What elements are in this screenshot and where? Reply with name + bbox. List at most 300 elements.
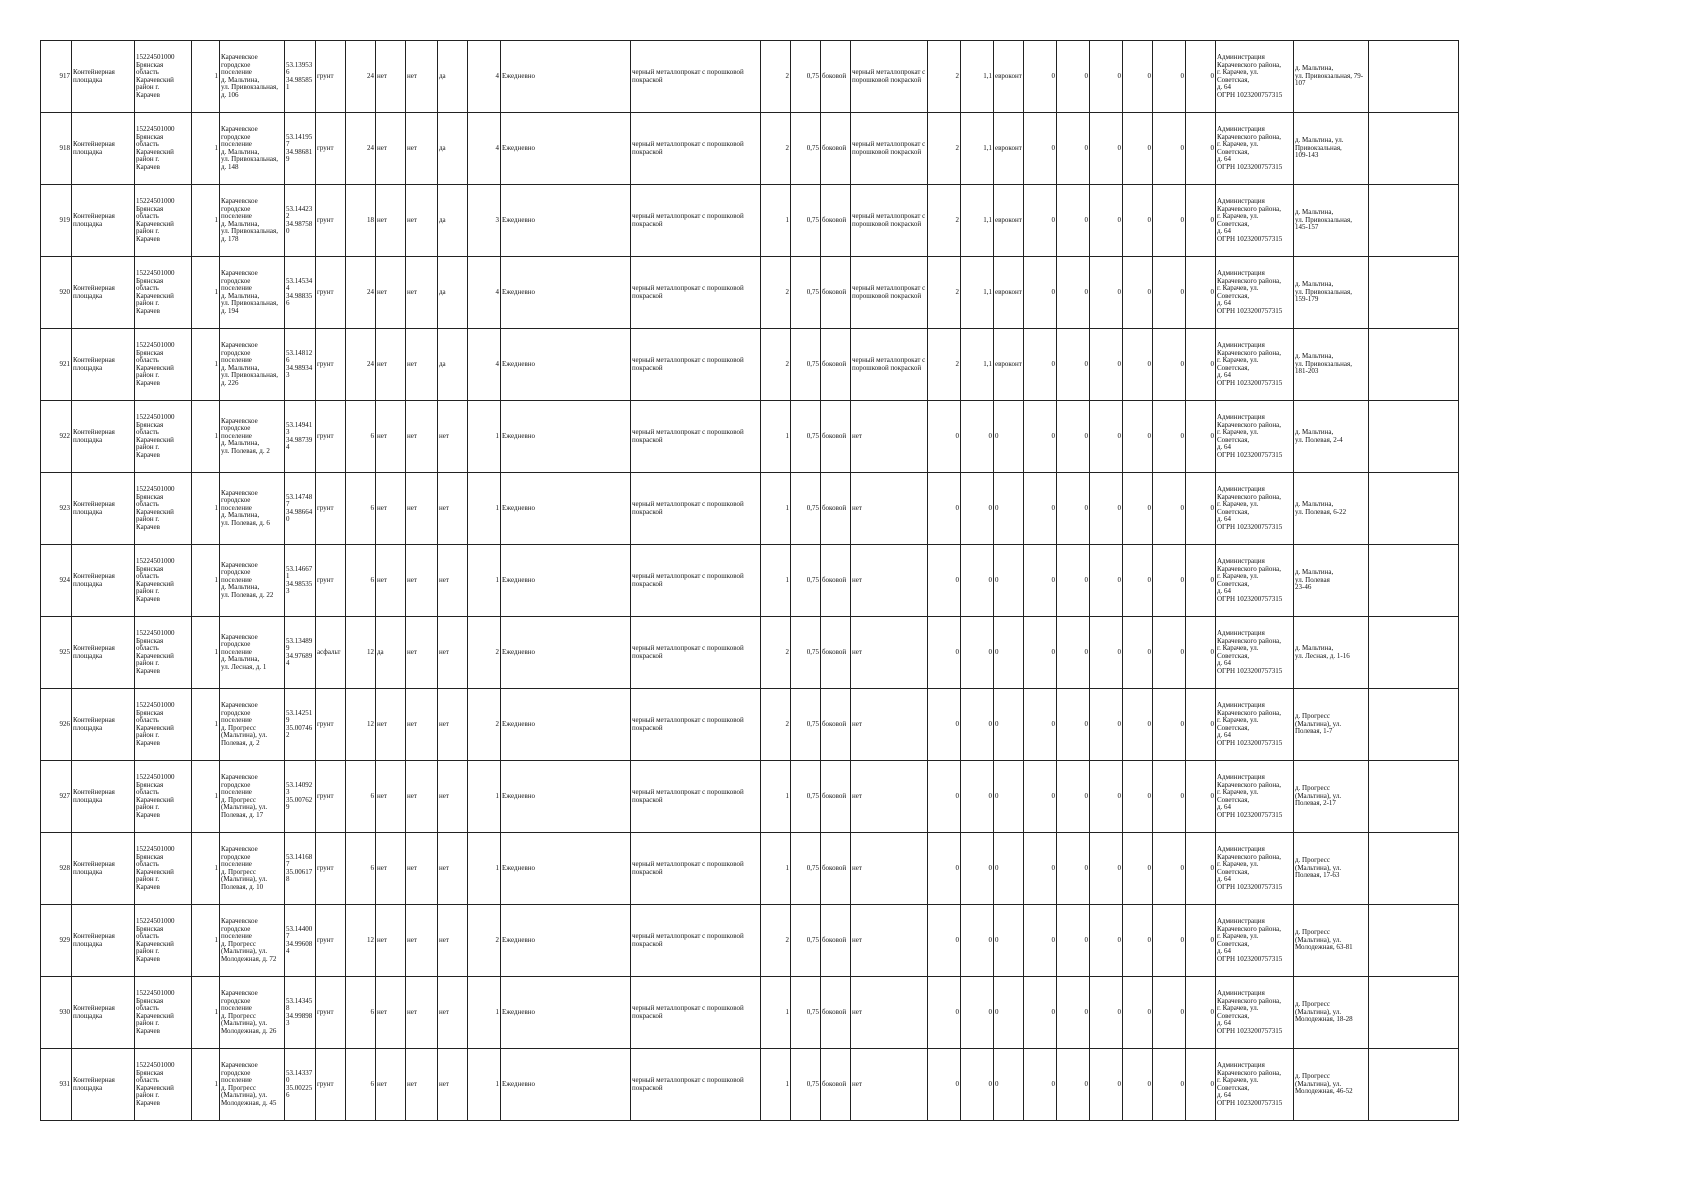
owner-cell: Администрация Карачевского района, г. Карачев, ул. Советская, д. 64 ОГРН 1023200757315	[1216, 977, 1294, 1049]
zero-cell-a: 0	[1024, 185, 1057, 257]
coordinates-cell: 53.14423 2 34.98758 0	[285, 185, 316, 257]
kgo-cell: да	[438, 113, 468, 185]
address-cell: Карачевское городское поселение д. Прогресс (Мальтина), ул. Молодежная, д. 72	[220, 905, 285, 977]
site-type: Контейнерная площадка	[72, 617, 135, 689]
unit-cell: 1	[192, 185, 220, 257]
surface-cell: грунт	[316, 113, 346, 185]
kgo-cell: нет	[438, 761, 468, 833]
bin-volume-cell: 0,75	[791, 185, 821, 257]
bin-volume-cell: 0,75	[791, 401, 821, 473]
table-row	[41, 473, 1459, 545]
kgo-count-cell: 0	[928, 761, 961, 833]
row-number: 919	[41, 185, 72, 257]
zero-cell-d: 0	[1123, 113, 1153, 185]
kgo-type-cell: 0	[994, 473, 1024, 545]
zero-cell-f: 0	[1186, 617, 1216, 689]
kgo-material-cell: нет	[851, 833, 928, 905]
count-cell: 2	[468, 689, 501, 761]
bin-count-cell: 2	[761, 41, 791, 113]
row-number: 925	[41, 617, 72, 689]
okato-cell: 15224501000 Брянская область Карачевский район г. Карачев	[135, 761, 192, 833]
kgo-material-cell: черный металлопрокат с порошковой покраской	[851, 257, 928, 329]
row-number: 924	[41, 545, 72, 617]
zero-cell-e: 0	[1153, 329, 1186, 401]
zero-cell-d: 0	[1123, 761, 1153, 833]
zero-cell-c: 0	[1090, 617, 1123, 689]
bin-material-cell: черный металлопрокат с порошковой покраской	[631, 833, 761, 905]
cover-cell: нет	[376, 689, 406, 761]
unit-cell: 1	[192, 473, 220, 545]
kgo-volume-cell: 0	[961, 1049, 994, 1121]
area-cell: 24	[346, 329, 376, 401]
zero-cell-b: 0	[1057, 41, 1090, 113]
kgo-volume-cell: 0	[961, 473, 994, 545]
site-type: Контейнерная площадка	[72, 761, 135, 833]
frequency-cell: Ежедневно	[501, 1049, 631, 1121]
bin-material-cell: черный металлопрокат с порошковой покраской	[631, 41, 761, 113]
bin-volume-cell: 0,75	[791, 329, 821, 401]
zero-cell-f: 0	[1186, 1049, 1216, 1121]
zero-cell-e: 0	[1153, 41, 1186, 113]
bin-volume-cell: 0,75	[791, 761, 821, 833]
bin-count-cell: 2	[761, 113, 791, 185]
zero-cell-b: 0	[1057, 185, 1090, 257]
zero-cell-c: 0	[1090, 1049, 1123, 1121]
table-row	[41, 185, 1459, 257]
zero-cell-d: 0	[1123, 977, 1153, 1049]
frequency-cell: Ежедневно	[501, 689, 631, 761]
area-cell: 6	[346, 977, 376, 1049]
bin-material-cell: черный металлопрокат с порошковой покраской	[631, 473, 761, 545]
bin-material-cell: черный металлопрокат с порошковой покраской	[631, 329, 761, 401]
zero-cell-d: 0	[1123, 617, 1153, 689]
site-type: Контейнерная площадка	[72, 257, 135, 329]
fence-cell: нет	[406, 545, 438, 617]
empty-cell	[1369, 113, 1459, 185]
okato-cell: 15224501000 Брянская область Карачевский район г. Карачев	[135, 257, 192, 329]
bin-volume-cell: 0,75	[791, 905, 821, 977]
fence-cell: нет	[406, 833, 438, 905]
zero-cell-c: 0	[1090, 41, 1123, 113]
unit-cell: 1	[192, 113, 220, 185]
bin-volume-cell: 0,75	[791, 41, 821, 113]
source-cell: д. Прогресс (Мальтина), ул. Полевая, 2-17	[1294, 761, 1369, 833]
row-number: 917	[41, 41, 72, 113]
bin-volume-cell: 0,75	[791, 833, 821, 905]
bin-material-cell: черный металлопрокат с порошковой покраской	[631, 905, 761, 977]
row-number: 926	[41, 689, 72, 761]
source-cell: д. Прогресс (Мальтина), ул. Полевая, 1-7	[1294, 689, 1369, 761]
row-number: 922	[41, 401, 72, 473]
owner-cell: Администрация Карачевского района, г. Карачев, ул. Советская, д. 64 ОГРН 1023200757315	[1216, 833, 1294, 905]
kgo-type-cell: 0	[994, 761, 1024, 833]
coordinates-cell: 53.14345 8 34.99898 3	[285, 977, 316, 1049]
zero-cell-a: 0	[1024, 257, 1057, 329]
fence-cell: нет	[406, 113, 438, 185]
loading-cell: боковой	[821, 905, 851, 977]
cover-cell: да	[376, 617, 406, 689]
zero-cell-e: 0	[1153, 905, 1186, 977]
empty-cell	[1369, 401, 1459, 473]
zero-cell-b: 0	[1057, 977, 1090, 1049]
zero-cell-f: 0	[1186, 689, 1216, 761]
count-cell: 4	[468, 257, 501, 329]
surface-cell: грунт	[316, 401, 346, 473]
zero-cell-e: 0	[1153, 473, 1186, 545]
fence-cell: нет	[406, 41, 438, 113]
area-cell: 6	[346, 401, 376, 473]
zero-cell-e: 0	[1153, 833, 1186, 905]
okato-cell: 15224501000 Брянская область Карачевский район г. Карачев	[135, 185, 192, 257]
okato-cell: 15224501000 Брянская область Карачевский район г. Карачев	[135, 1049, 192, 1121]
empty-cell	[1369, 545, 1459, 617]
zero-cell-f: 0	[1186, 545, 1216, 617]
unit-cell: 1	[192, 1049, 220, 1121]
table-row	[41, 329, 1459, 401]
surface-cell: грунт	[316, 761, 346, 833]
loading-cell: боковой	[821, 545, 851, 617]
bin-material-cell: черный металлопрокат с порошковой покраской	[631, 401, 761, 473]
kgo-volume-cell: 1,1	[961, 113, 994, 185]
kgo-cell: нет	[438, 545, 468, 617]
zero-cell-e: 0	[1153, 545, 1186, 617]
zero-cell-a: 0	[1024, 401, 1057, 473]
kgo-material-cell: нет	[851, 977, 928, 1049]
kgo-count-cell: 2	[928, 329, 961, 401]
kgo-cell: нет	[438, 617, 468, 689]
unit-cell: 1	[192, 617, 220, 689]
frequency-cell: Ежедневно	[501, 473, 631, 545]
source-cell: д. Мальтина, ул. Лесная, д. 1-16	[1294, 617, 1369, 689]
kgo-count-cell: 2	[928, 185, 961, 257]
site-type: Контейнерная площадка	[72, 833, 135, 905]
kgo-count-cell: 0	[928, 905, 961, 977]
address-cell: Карачевское городское поселение д. Прогресс (Мальтина), ул. Полевая, д. 2	[220, 689, 285, 761]
count-cell: 2	[468, 905, 501, 977]
cover-cell: нет	[376, 401, 406, 473]
kgo-material-cell: нет	[851, 1049, 928, 1121]
bin-volume-cell: 0,75	[791, 257, 821, 329]
kgo-type-cell: 0	[994, 1049, 1024, 1121]
owner-cell: Администрация Карачевского района, г. Карачев, ул. Советская, д. 64 ОГРН 1023200757315	[1216, 329, 1294, 401]
fence-cell: нет	[406, 257, 438, 329]
row-number: 929	[41, 905, 72, 977]
address-cell: Карачевское городское поселение д. Мальтина, ул. Привокзальная, д. 178	[220, 185, 285, 257]
row-number: 928	[41, 833, 72, 905]
loading-cell: боковой	[821, 401, 851, 473]
site-type: Контейнерная площадка	[72, 185, 135, 257]
zero-cell-a: 0	[1024, 833, 1057, 905]
kgo-material-cell: нет	[851, 761, 928, 833]
surface-cell: грунт	[316, 689, 346, 761]
loading-cell: боковой	[821, 329, 851, 401]
kgo-cell: да	[438, 329, 468, 401]
kgo-count-cell: 0	[928, 545, 961, 617]
bin-material-cell: черный металлопрокат с порошковой покраской	[631, 545, 761, 617]
loading-cell: боковой	[821, 185, 851, 257]
kgo-cell: нет	[438, 833, 468, 905]
address-cell: Карачевское городское поселение д. Прогресс (Мальтина), ул. Молодежная, д. 45	[220, 1049, 285, 1121]
bin-material-cell: черный металлопрокат с порошковой покраской	[631, 689, 761, 761]
zero-cell-b: 0	[1057, 113, 1090, 185]
site-type: Контейнерная площадка	[72, 473, 135, 545]
cover-cell: нет	[376, 545, 406, 617]
zero-cell-c: 0	[1090, 329, 1123, 401]
frequency-cell: Ежедневно	[501, 833, 631, 905]
frequency-cell: Ежедневно	[501, 257, 631, 329]
zero-cell-e: 0	[1153, 689, 1186, 761]
bin-volume-cell: 0,75	[791, 977, 821, 1049]
source-cell: д. Мальтина, ул. Привокзальная, 109-143	[1294, 113, 1369, 185]
bin-volume-cell: 0,75	[791, 473, 821, 545]
kgo-cell: нет	[438, 977, 468, 1049]
kgo-count-cell: 0	[928, 473, 961, 545]
zero-cell-b: 0	[1057, 257, 1090, 329]
zero-cell-f: 0	[1186, 401, 1216, 473]
site-type: Контейнерная площадка	[72, 329, 135, 401]
zero-cell-c: 0	[1090, 545, 1123, 617]
kgo-volume-cell: 1,1	[961, 185, 994, 257]
zero-cell-e: 0	[1153, 977, 1186, 1049]
owner-cell: Администрация Карачевского района, г. Карачев, ул. Советская, д. 64 ОГРН 1023200757315	[1216, 473, 1294, 545]
kgo-cell: да	[438, 41, 468, 113]
bin-count-cell: 1	[761, 545, 791, 617]
frequency-cell: Ежедневно	[501, 185, 631, 257]
unit-cell: 1	[192, 41, 220, 113]
zero-cell-f: 0	[1186, 977, 1216, 1049]
kgo-type-cell: евроконт	[994, 185, 1024, 257]
loading-cell: боковой	[821, 689, 851, 761]
empty-cell	[1369, 689, 1459, 761]
coordinates-cell: 53.14667 1 34.98535 3	[285, 545, 316, 617]
bin-count-cell: 2	[761, 905, 791, 977]
zero-cell-a: 0	[1024, 617, 1057, 689]
kgo-cell: нет	[438, 1049, 468, 1121]
unit-cell: 1	[192, 833, 220, 905]
frequency-cell: Ежедневно	[501, 545, 631, 617]
kgo-material-cell: нет	[851, 401, 928, 473]
count-cell: 3	[468, 185, 501, 257]
owner-cell: Администрация Карачевского района, г. Карачев, ул. Советская, д. 64 ОГРН 1023200757315	[1216, 1049, 1294, 1121]
zero-cell-b: 0	[1057, 1049, 1090, 1121]
source-cell: д. Мальтина, ул. Полевая, 6-22	[1294, 473, 1369, 545]
empty-cell	[1369, 905, 1459, 977]
address-cell: Карачевское городское поселение д. Мальтина, ул. Привокзальная, д. 106	[220, 41, 285, 113]
coordinates-cell: 53.14092 3 35.00762 9	[285, 761, 316, 833]
area-cell: 12	[346, 905, 376, 977]
fence-cell: нет	[406, 473, 438, 545]
kgo-type-cell: евроконт	[994, 41, 1024, 113]
fence-cell: нет	[406, 761, 438, 833]
empty-cell	[1369, 833, 1459, 905]
zero-cell-a: 0	[1024, 689, 1057, 761]
surface-cell: грунт	[316, 185, 346, 257]
zero-cell-c: 0	[1090, 113, 1123, 185]
cover-cell: нет	[376, 185, 406, 257]
kgo-type-cell: 0	[994, 977, 1024, 1049]
empty-cell	[1369, 329, 1459, 401]
fence-cell: нет	[406, 401, 438, 473]
row-number: 931	[41, 1049, 72, 1121]
kgo-volume-cell: 0	[961, 617, 994, 689]
row-number: 920	[41, 257, 72, 329]
okato-cell: 15224501000 Брянская область Карачевский район г. Карачев	[135, 833, 192, 905]
loading-cell: боковой	[821, 617, 851, 689]
zero-cell-b: 0	[1057, 833, 1090, 905]
kgo-count-cell: 0	[928, 401, 961, 473]
zero-cell-f: 0	[1186, 113, 1216, 185]
cover-cell: нет	[376, 329, 406, 401]
fence-cell: нет	[406, 905, 438, 977]
unit-cell: 1	[192, 257, 220, 329]
zero-cell-a: 0	[1024, 905, 1057, 977]
bin-count-cell: 1	[761, 1049, 791, 1121]
zero-cell-f: 0	[1186, 473, 1216, 545]
count-cell: 2	[468, 617, 501, 689]
address-cell: Карачевское городское поселение д. Мальтина, ул. Полевая, д. 6	[220, 473, 285, 545]
site-type: Контейнерная площадка	[72, 401, 135, 473]
frequency-cell: Ежедневно	[501, 905, 631, 977]
kgo-material-cell: черный металлопрокат с порошковой покраской	[851, 41, 928, 113]
bin-count-cell: 1	[761, 185, 791, 257]
zero-cell-f: 0	[1186, 833, 1216, 905]
empty-cell	[1369, 761, 1459, 833]
zero-cell-a: 0	[1024, 329, 1057, 401]
zero-cell-c: 0	[1090, 905, 1123, 977]
fence-cell: нет	[406, 1049, 438, 1121]
zero-cell-d: 0	[1123, 905, 1153, 977]
fence-cell: нет	[406, 185, 438, 257]
zero-cell-d: 0	[1123, 257, 1153, 329]
frequency-cell: Ежедневно	[501, 41, 631, 113]
bin-count-cell: 1	[761, 833, 791, 905]
kgo-type-cell: 0	[994, 545, 1024, 617]
bin-count-cell: 2	[761, 689, 791, 761]
bin-count-cell: 2	[761, 329, 791, 401]
zero-cell-a: 0	[1024, 977, 1057, 1049]
owner-cell: Администрация Карачевского района, г. Карачев, ул. Советская, д. 64 ОГРН 1023200757315	[1216, 257, 1294, 329]
zero-cell-d: 0	[1123, 329, 1153, 401]
unit-cell: 1	[192, 761, 220, 833]
kgo-count-cell: 0	[928, 833, 961, 905]
okato-cell: 15224501000 Брянская область Карачевский район г. Карачев	[135, 401, 192, 473]
okato-cell: 15224501000 Брянская область Карачевский район г. Карачев	[135, 545, 192, 617]
zero-cell-a: 0	[1024, 41, 1057, 113]
cover-cell: нет	[376, 473, 406, 545]
okato-cell: 15224501000 Брянская область Карачевский район г. Карачев	[135, 113, 192, 185]
source-cell: д. Мальтина, ул. Привокзальная, 79-107	[1294, 41, 1369, 113]
owner-cell: Администрация Карачевского района, г. Карачев, ул. Советская, д. 64 ОГРН 1023200757315	[1216, 617, 1294, 689]
bin-volume-cell: 0,75	[791, 689, 821, 761]
loading-cell: боковой	[821, 833, 851, 905]
surface-cell: грунт	[316, 257, 346, 329]
table-row	[41, 977, 1459, 1049]
bin-material-cell: черный металлопрокат с порошковой покраской	[631, 617, 761, 689]
site-type: Контейнерная площадка	[72, 689, 135, 761]
address-cell: Карачевское городское поселение д. Мальтина, ул. Полевая, д. 2	[220, 401, 285, 473]
bin-material-cell: черный металлопрокат с порошковой покраской	[631, 257, 761, 329]
frequency-cell: Ежедневно	[501, 761, 631, 833]
source-cell: д. Прогресс (Мальтина), ул. Полевая, 17-63	[1294, 833, 1369, 905]
kgo-count-cell: 2	[928, 257, 961, 329]
zero-cell-c: 0	[1090, 689, 1123, 761]
owner-cell: Администрация Карачевского района, г. Карачев, ул. Советская, д. 64 ОГРН 1023200757315	[1216, 545, 1294, 617]
zero-cell-e: 0	[1153, 761, 1186, 833]
okato-cell: 15224501000 Брянская область Карачевский район г. Карачев	[135, 689, 192, 761]
zero-cell-d: 0	[1123, 185, 1153, 257]
loading-cell: боковой	[821, 473, 851, 545]
zero-cell-b: 0	[1057, 905, 1090, 977]
cover-cell: нет	[376, 113, 406, 185]
bin-count-cell: 1	[761, 473, 791, 545]
coordinates-cell: 53.14251 9 35.00746 2	[285, 689, 316, 761]
frequency-cell: Ежедневно	[501, 329, 631, 401]
count-cell: 4	[468, 113, 501, 185]
zero-cell-d: 0	[1123, 41, 1153, 113]
okato-cell: 15224501000 Брянская область Карачевский район г. Карачев	[135, 977, 192, 1049]
source-cell: д. Мальтина, ул. Привокзальная, 181-203	[1294, 329, 1369, 401]
unit-cell: 1	[192, 545, 220, 617]
owner-cell: Администрация Карачевского района, г. Карачев, ул. Советская, д. 64 ОГРН 1023200757315	[1216, 761, 1294, 833]
kgo-cell: да	[438, 185, 468, 257]
fence-cell: нет	[406, 617, 438, 689]
bin-count-cell: 2	[761, 257, 791, 329]
kgo-type-cell: 0	[994, 401, 1024, 473]
zero-cell-c: 0	[1090, 257, 1123, 329]
address-cell: Карачевское городское поселение д. Прогресс (Мальтина), ул. Молодежная, д. 26	[220, 977, 285, 1049]
table-row	[41, 617, 1459, 689]
zero-cell-f: 0	[1186, 905, 1216, 977]
empty-cell	[1369, 41, 1459, 113]
owner-cell: Администрация Карачевского района, г. Карачев, ул. Советская, д. 64 ОГРН 1023200757315	[1216, 113, 1294, 185]
source-cell: д. Прогресс (Мальтина), ул. Молодежная, 63-81	[1294, 905, 1369, 977]
frequency-cell: Ежедневно	[501, 113, 631, 185]
zero-cell-a: 0	[1024, 545, 1057, 617]
count-cell: 4	[468, 329, 501, 401]
zero-cell-f: 0	[1186, 329, 1216, 401]
okato-cell: 15224501000 Брянская область Карачевский район г. Карачев	[135, 473, 192, 545]
source-cell: д. Мальтина, ул. Привокзальная, 159-179	[1294, 257, 1369, 329]
cover-cell: нет	[376, 977, 406, 1049]
site-type: Контейнерная площадка	[72, 977, 135, 1049]
zero-cell-e: 0	[1153, 617, 1186, 689]
area-cell: 6	[346, 1049, 376, 1121]
bin-count-cell: 1	[761, 761, 791, 833]
bin-count-cell: 1	[761, 977, 791, 1049]
cover-cell: нет	[376, 257, 406, 329]
surface-cell: грунт	[316, 905, 346, 977]
table-row	[41, 113, 1459, 185]
owner-cell: Администрация Карачевского района, г. Карачев, ул. Советская, д. 64 ОГРН 1023200757315	[1216, 905, 1294, 977]
kgo-cell: нет	[438, 689, 468, 761]
kgo-volume-cell: 0	[961, 401, 994, 473]
bin-material-cell: черный металлопрокат с порошковой покраской	[631, 977, 761, 1049]
source-cell: д. Мальтина, ул. Полевая 23-46	[1294, 545, 1369, 617]
coordinates-cell: 53.14941 3 34.98739 4	[285, 401, 316, 473]
row-number: 927	[41, 761, 72, 833]
okato-cell: 15224501000 Брянская область Карачевский район г. Карачев	[135, 41, 192, 113]
kgo-material-cell: нет	[851, 689, 928, 761]
zero-cell-a: 0	[1024, 1049, 1057, 1121]
coordinates-cell: 53.13489 9 34.97689 4	[285, 617, 316, 689]
coordinates-cell: 53.14168 7 35.00617 8	[285, 833, 316, 905]
fence-cell: нет	[406, 329, 438, 401]
count-cell: 1	[468, 977, 501, 1049]
address-cell: Карачевское городское поселение д. Мальтина, ул. Привокзальная, д. 226	[220, 329, 285, 401]
kgo-count-cell: 0	[928, 977, 961, 1049]
source-cell: д. Прогресс (Мальтина), ул. Молодежная, 46-52	[1294, 1049, 1369, 1121]
zero-cell-f: 0	[1186, 761, 1216, 833]
